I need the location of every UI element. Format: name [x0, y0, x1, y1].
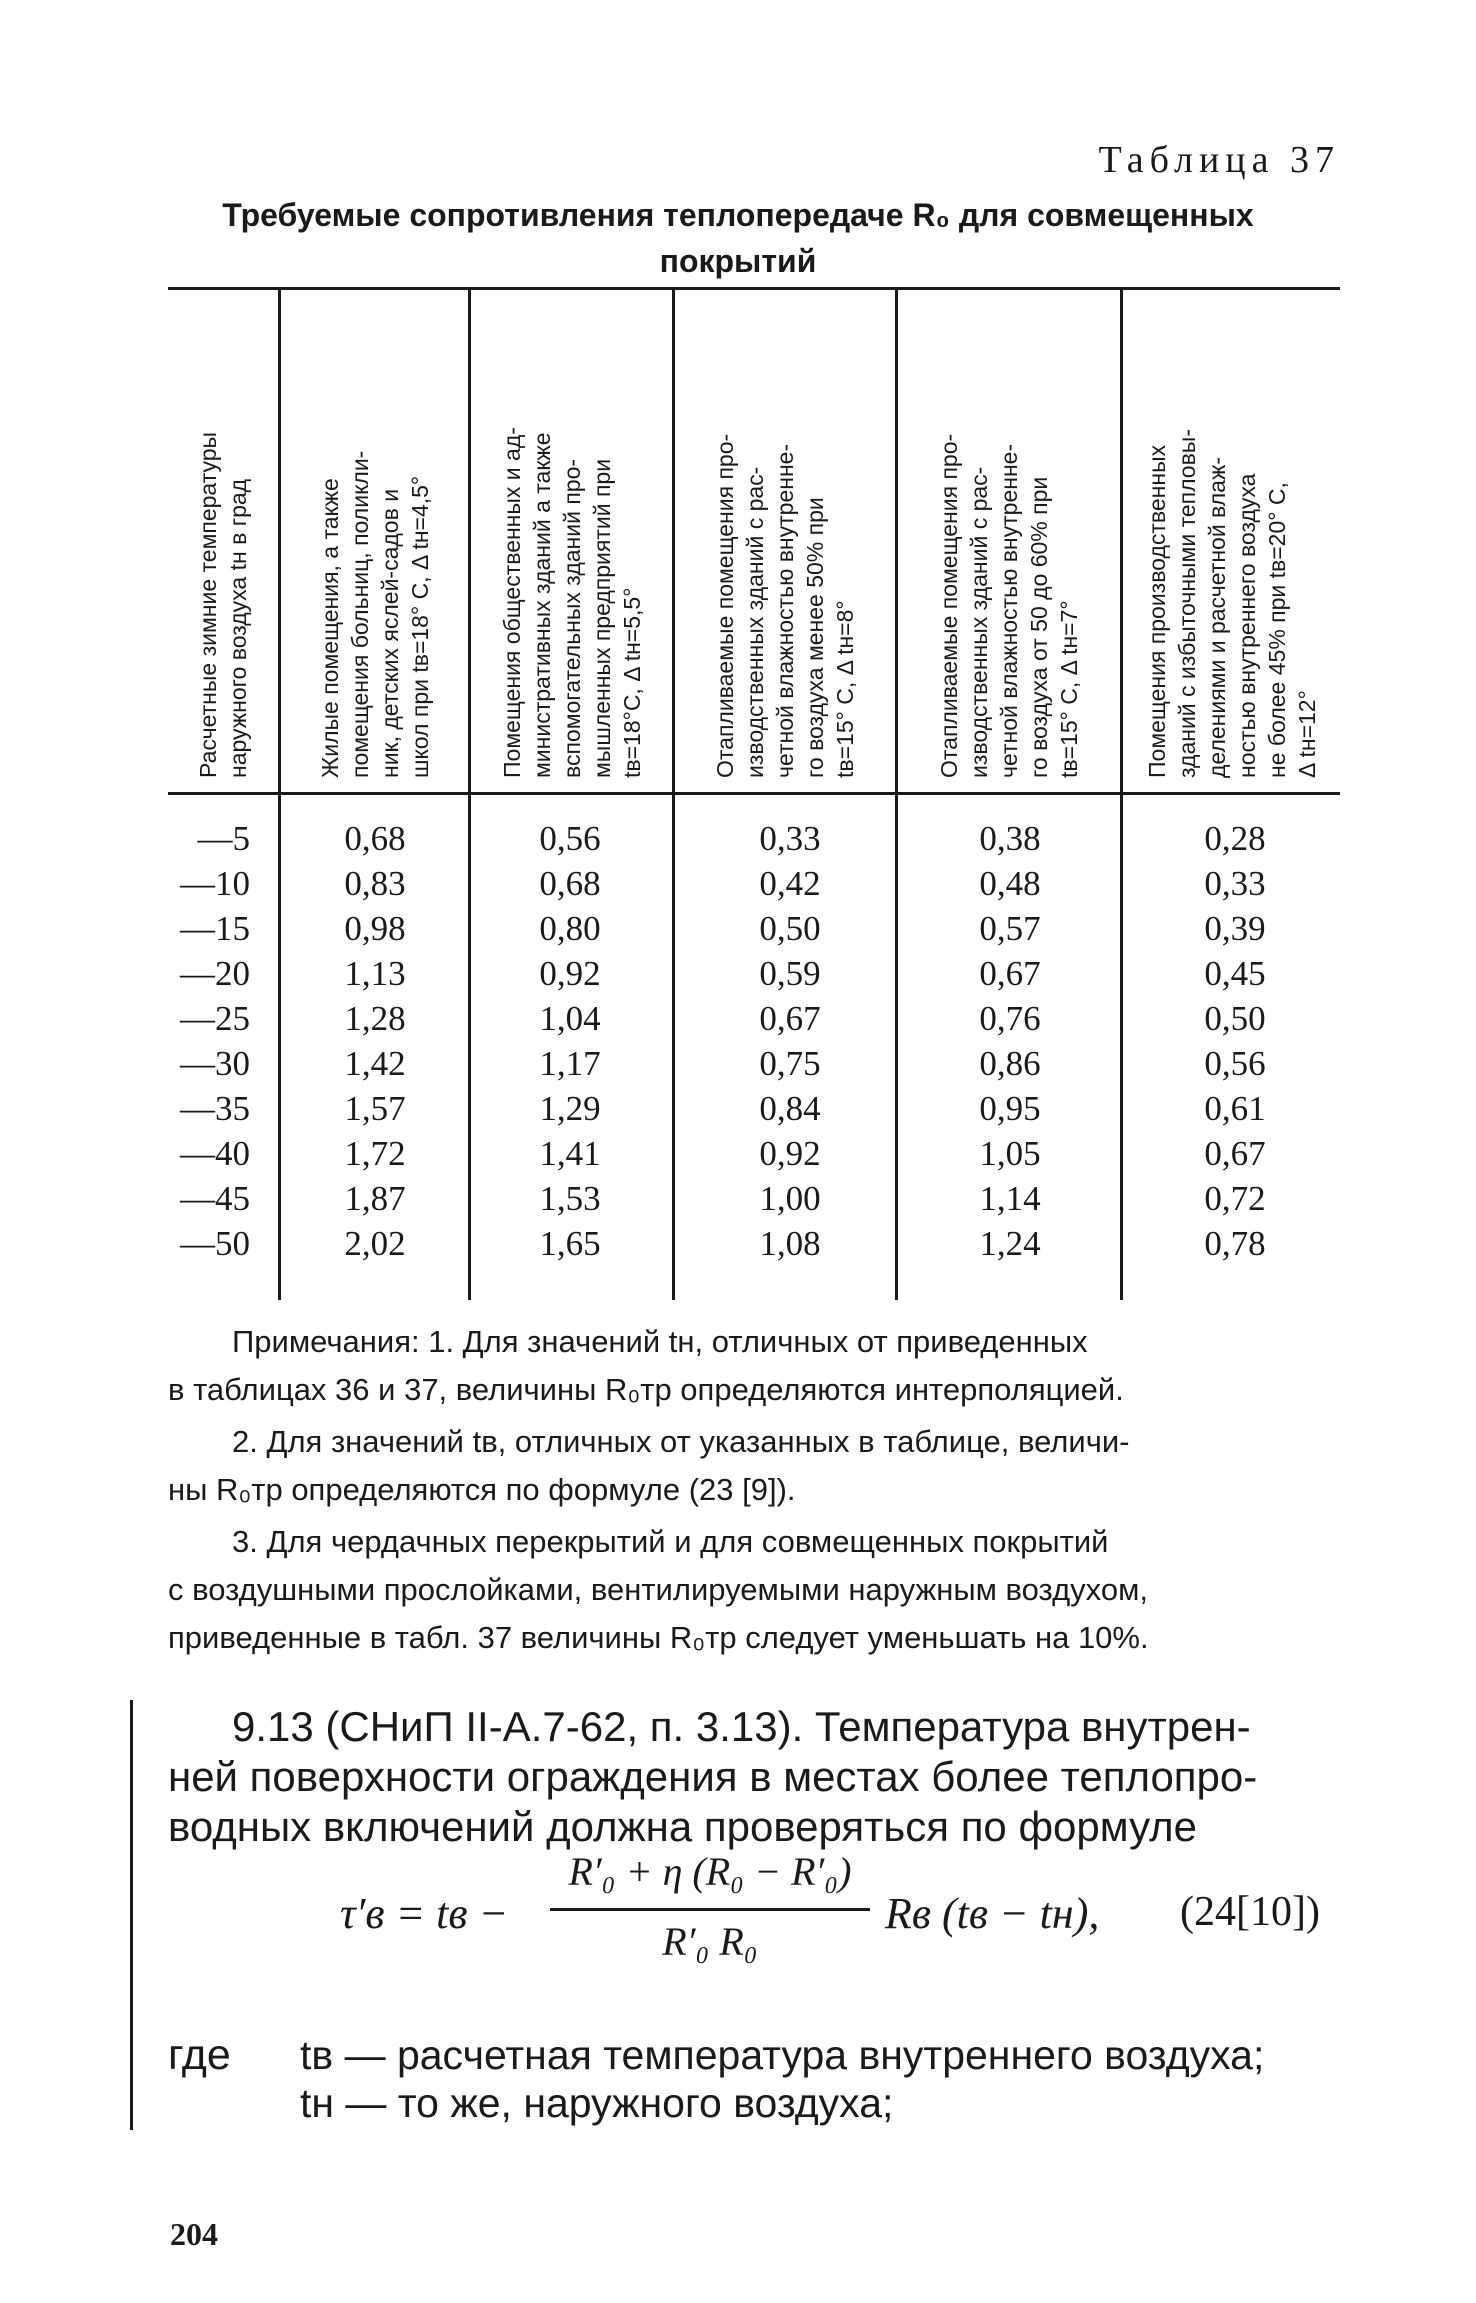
- header-col-industrial-heat: [1123, 300, 1340, 786]
- header-col-industrial-50-60: [898, 300, 1120, 786]
- table-cell: 0,68: [344, 819, 406, 858]
- table-cell: —25: [180, 999, 250, 1038]
- table-title-line-1: Требуемые сопротивления теплопередаче R₀ для совмещенных: [222, 197, 1254, 233]
- table-cell: 1,08: [759, 1224, 821, 1263]
- header-line: ник, детских яслей-садов и: [376, 488, 403, 778]
- header-line: вспомогательных зданий про-: [558, 458, 585, 778]
- table-cell: 0,45: [1204, 954, 1266, 993]
- header-line: изводственных зданий с рас-: [966, 466, 992, 778]
- header-text: [710, 308, 860, 778]
- table-cell: 0,50: [1204, 999, 1266, 1038]
- table-cell: 0,67: [759, 999, 821, 1038]
- table-cell: 1,87: [344, 1179, 406, 1218]
- note-line: ны R₀тр определяются по формуле (23 [9]).: [168, 1472, 796, 1507]
- table-cell: —30: [180, 1044, 250, 1083]
- note-line: 2. Для значений tв, отличных от указанных в таблице, величи-: [232, 1424, 1130, 1459]
- header-line: министративных зданий а также: [528, 432, 555, 778]
- table-cell: 1,24: [979, 1224, 1041, 1263]
- table-cell: 1,41: [539, 1134, 601, 1173]
- header-line: Δ tн=12°: [1293, 690, 1320, 778]
- table-cell: 1,57: [344, 1089, 406, 1128]
- formula-denominator: R′₀ R₀: [662, 1919, 758, 1964]
- column-industrial-under-50: [710, 816, 870, 1266]
- formula-numerator: R′₀ + η (R₀ − R′₀): [568, 1849, 852, 1894]
- margin-bar: [130, 1700, 133, 2130]
- header-line: мышленных предприятий при: [588, 458, 615, 778]
- header-line: школ при tв=18° С, Δ tн=4,5°: [406, 475, 433, 778]
- header-text: [193, 308, 253, 778]
- table-cell: —15: [180, 909, 250, 948]
- table-cell: 0,56: [1204, 1044, 1266, 1083]
- table-cell: 0,33: [1204, 864, 1266, 903]
- table-cell: 1,53: [539, 1179, 601, 1218]
- header-text: [934, 308, 1084, 778]
- table-cell: —35: [180, 1089, 250, 1128]
- header-line: tв=15° С, Δ tн=7°: [1056, 600, 1082, 778]
- table-cell: —10: [180, 864, 250, 903]
- column-public: [490, 816, 650, 1266]
- table-cell: 1,14: [979, 1179, 1041, 1218]
- page-number: 204: [170, 2216, 218, 2252]
- note-line: Примечания: 1. Для значений tн, отличных от приведенных: [232, 1324, 1088, 1359]
- formula-rhs: Rв (tв − tн),: [885, 1889, 1100, 1938]
- table-cell: 0,95: [979, 1089, 1041, 1128]
- header-line: четной влажностью внутренне-: [996, 443, 1022, 778]
- table-cell: —40: [180, 1134, 250, 1173]
- header-line: Отапливаемые помещения про-: [936, 433, 962, 778]
- note-line: приведенные в табл. 37 величины R₀тр следует уменьшать на 10%.: [168, 1620, 1149, 1655]
- formula-number: (24[10]): [1180, 1889, 1320, 1935]
- header-line: ностью внутреннего воздуха: [1233, 473, 1260, 778]
- header-bottom-rule: [168, 792, 1340, 795]
- header-line: Отапливаемые помещения про-: [712, 433, 738, 778]
- formula-lhs: τ′в = tв −: [340, 1889, 509, 1938]
- where-line: tв — расчетная температура внутреннего воздуха;: [300, 2032, 1265, 2078]
- section-line: водных включений должна проверяться по формуле: [168, 1803, 1198, 1850]
- table-cell: 2,02: [344, 1224, 406, 1263]
- section-line: ней поверхности ограждения в местах более теплопро-: [168, 1753, 1258, 1800]
- where-line: tн — то же, наружного воздуха;: [300, 2080, 894, 2126]
- table-cell: 0,92: [759, 1134, 821, 1173]
- column-industrial-heat: [1155, 816, 1315, 1266]
- table-cell: 1,72: [344, 1134, 406, 1173]
- note-line: в таблицах 36 и 37, величины R₀тр определяются интерполяцией.: [168, 1372, 1124, 1407]
- table-cell: 0,78: [1204, 1224, 1266, 1263]
- formula: [300, 1838, 1360, 1998]
- table-top-rule: [168, 287, 1340, 290]
- header-text: [315, 308, 435, 778]
- table-label: Таблица 37: [1098, 139, 1340, 181]
- column-industrial-50-60: [930, 816, 1090, 1266]
- table-cell: 0,72: [1204, 1179, 1266, 1218]
- table-cell: —50: [180, 1224, 250, 1263]
- table-cell: 0,80: [539, 909, 601, 948]
- table-cell: 1,13: [344, 954, 406, 993]
- header-line: изводственных зданий с рас-: [742, 466, 768, 778]
- header-line: tв=15° С, Δ tн=8°: [832, 600, 858, 778]
- table-cell: 1,05: [979, 1134, 1041, 1173]
- header-line: делениями и расчетной влаж-: [1203, 456, 1230, 778]
- table-cell: 1,17: [539, 1044, 601, 1083]
- table-cell: 1,28: [344, 999, 406, 1038]
- header-line: четной влажностью внутренне-: [772, 443, 798, 778]
- table-cell: 1,42: [344, 1044, 406, 1083]
- header-line: Расчетные зимние температуры: [195, 431, 221, 778]
- table-cell: 0,57: [979, 909, 1041, 948]
- table-cell: 0,67: [979, 954, 1041, 993]
- table-cell: —20: [180, 954, 250, 993]
- table-cell: 0,28: [1204, 819, 1266, 858]
- table-cell: 0,61: [1204, 1089, 1266, 1128]
- header-line: tв=18°С, Δ tн=5,5°: [618, 587, 645, 778]
- where-word: где: [168, 2031, 231, 2079]
- table-cell: 0,48: [979, 864, 1041, 903]
- header-col-public: [471, 300, 672, 786]
- table-cell: 1,65: [539, 1224, 601, 1263]
- table-title: [150, 192, 1326, 284]
- table-cell: 0,86: [979, 1044, 1041, 1083]
- section-line: 9.13 (СНиП II-А.7-62, п. 3.13). Температура внутрен-: [232, 1703, 1251, 1750]
- table-cell: 0,76: [979, 999, 1041, 1038]
- table-cell: 0,42: [759, 864, 821, 903]
- table-cell: 1,00: [759, 1179, 821, 1218]
- table-cell: 0,56: [539, 819, 601, 858]
- header-text: [1142, 308, 1322, 778]
- header-col-industrial-under-50: [675, 300, 895, 786]
- table-cell: 0,67: [1204, 1134, 1266, 1173]
- header-line: не более 45% при tв=20° С,: [1263, 482, 1290, 778]
- header-line: Жилые помещения, а также: [316, 478, 343, 778]
- table-cell: 0,59: [759, 954, 821, 993]
- table-cell: 0,83: [344, 864, 406, 903]
- fraction-bar: [550, 1908, 870, 1911]
- note-line: 3. Для чердачных перекрытий и для совмещенных покрытий: [232, 1524, 1109, 1559]
- header-line: зданий с избыточными тепловы-: [1173, 429, 1200, 778]
- header-col-temperature: [168, 300, 278, 786]
- table-cell: 0,75: [759, 1044, 821, 1083]
- header-line: наружного воздуха tн в град: [225, 478, 251, 778]
- table-cell: 0,68: [539, 864, 601, 903]
- column-residential: [300, 816, 450, 1266]
- table-cell: 0,98: [344, 909, 406, 948]
- header-line: Помещения общественных и ад-: [498, 427, 525, 778]
- table-cell: 1,29: [539, 1089, 601, 1128]
- table-cell: —5: [197, 819, 250, 858]
- table-cell: 0,39: [1204, 909, 1266, 948]
- header-col-residential: [281, 300, 468, 786]
- header-text: [497, 308, 647, 778]
- table-cell: 1,04: [539, 999, 601, 1038]
- table-cell: 0,84: [759, 1089, 821, 1128]
- table-cell: 0,92: [539, 954, 601, 993]
- table-cell: 0,33: [759, 819, 821, 858]
- table-cell: 0,50: [759, 909, 821, 948]
- header-line: го воздуха от 50 до 60% при: [1026, 476, 1052, 778]
- table-cell: —45: [180, 1179, 250, 1218]
- header-line: го воздуха менее 50% при: [802, 497, 828, 778]
- note-line: с воздушными прослойками, вентилируемыми наружным воздухом,: [168, 1572, 1148, 1607]
- header-line: помещения больниц, поликли-: [346, 450, 373, 778]
- table-title-line-2: покрытий: [659, 243, 817, 279]
- header-line: Помещения производственных: [1143, 444, 1170, 778]
- column-temperature: [170, 816, 250, 1266]
- table-cell: 0,38: [979, 819, 1041, 858]
